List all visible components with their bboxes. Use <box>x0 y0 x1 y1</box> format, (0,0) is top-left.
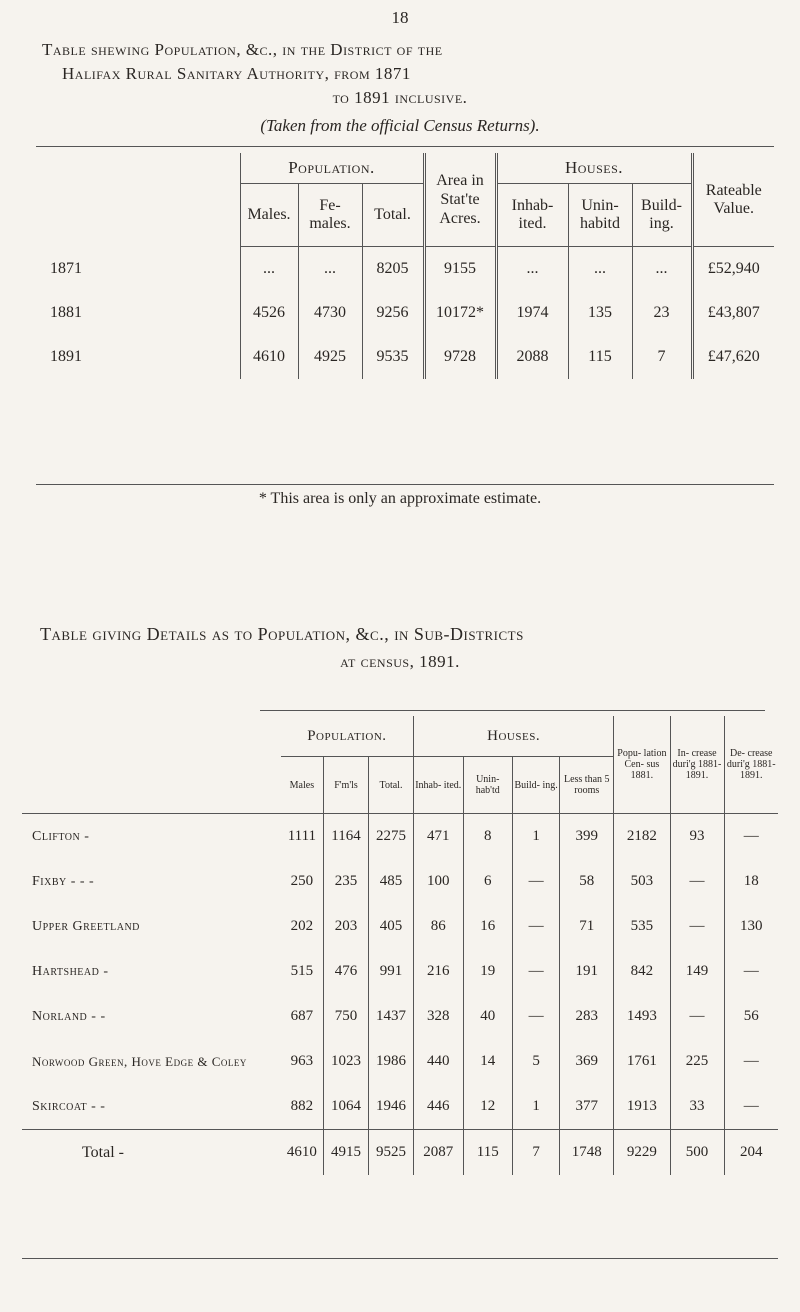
table2-cell: 1164 <box>324 814 369 860</box>
table2-cell: — <box>724 1084 778 1130</box>
table2-header-males: Males <box>281 757 324 814</box>
table2-cell: 2275 <box>369 814 414 860</box>
table1-header-rateable: Rateable Value. <box>692 153 774 247</box>
table2-header-decrease: De- crease duri'g 1881- 1891. <box>724 716 778 814</box>
table2-total-cell: 4915 <box>324 1130 369 1176</box>
table2-cell: 687 <box>290 1008 314 1024</box>
table1-year: 1871 <box>50 259 82 277</box>
table1-year: 1891 <box>50 348 82 365</box>
table2-cell: — <box>724 814 778 860</box>
table1-caption-line2: Halifax Rural Sanitary Authority, from 1871 <box>62 64 411 83</box>
table2-cell: 515 <box>290 963 314 979</box>
table2-cell: 8 <box>463 814 513 860</box>
table1-cell: 8205 <box>362 247 424 292</box>
table1-cell: ... <box>240 247 298 292</box>
table2-header-increase: In- crease duri'g 1881- 1891. <box>670 716 724 814</box>
table1-source: (Taken from the official Census Returns). <box>260 116 540 135</box>
table2-header-total: Total. <box>369 757 414 814</box>
table2-cell: 1064 <box>324 1084 369 1130</box>
table2-caption-line1: Table giving Details as to Population, &c., in Sub-Districts <box>40 624 524 644</box>
table2-cell: 1 <box>513 814 560 860</box>
table2-header-houses: Houses. <box>414 716 614 757</box>
table2-cell: 149 <box>670 949 724 994</box>
table1-cell: ... <box>632 247 692 292</box>
table2-cell: 235 <box>324 859 369 904</box>
table2-cell: 40 <box>463 994 513 1039</box>
table2-cell: 191 <box>560 949 614 994</box>
table2-cell: 485 <box>369 859 414 904</box>
table2-bottom-rule <box>22 1258 778 1259</box>
table2-cell: — <box>513 994 560 1039</box>
table2-cell: 130 <box>724 904 778 949</box>
table2-top-rule <box>260 710 765 711</box>
table1-header-females: Fe- males. <box>298 184 362 247</box>
table2-cell: 216 <box>414 949 464 994</box>
page-number: 18 <box>391 8 409 27</box>
table2-cell: — <box>513 904 560 949</box>
table2-total-cell: 9525 <box>369 1130 414 1176</box>
table1-cell: 7 <box>632 335 692 379</box>
table2-cell: 250 <box>290 873 314 889</box>
table2-row-name: Fixby - - - <box>32 873 95 889</box>
table2-cell: 405 <box>369 904 414 949</box>
table1-cell: 10172* <box>424 291 496 335</box>
table1-cell: 4730 <box>298 291 362 335</box>
table2-cell: — <box>513 949 560 994</box>
table2-header-uninhabited: Unin- hab'td <box>463 757 513 814</box>
table2-total-cell: 115 <box>463 1130 513 1176</box>
table1-cell: 115 <box>568 335 632 379</box>
table2-header-building: Build- ing. <box>513 757 560 814</box>
table2-total-cell: 4610 <box>286 1144 317 1160</box>
table2-row-name: Hartshead - <box>32 963 109 979</box>
table2-cell: 100 <box>414 859 464 904</box>
table2-cell: 6 <box>463 859 513 904</box>
table1-footnote: * This area is only an approximate estimate. <box>258 490 542 507</box>
table2-cell: — <box>670 859 724 904</box>
table1-cell: ... <box>496 247 568 292</box>
table2-cell: 225 <box>670 1039 724 1084</box>
table2-cell: 503 <box>614 859 670 904</box>
table1-cell: 9728 <box>424 335 496 379</box>
table2-header-census-1881: Popu- lation Cen- sus 1881. <box>614 716 670 814</box>
table2-total-cell: 1748 <box>560 1130 614 1176</box>
table1 <box>30 153 774 379</box>
table2-cell: 1761 <box>614 1039 670 1084</box>
table2-cell: — <box>724 1039 778 1084</box>
table1-cell: 1974 <box>496 291 568 335</box>
table2-total-label: Total - <box>82 1143 124 1161</box>
table2-total-cell: 500 <box>670 1130 724 1176</box>
table2-cell: 14 <box>463 1039 513 1084</box>
table2-cell: 1 <box>513 1084 560 1130</box>
table1-cell: 23 <box>632 291 692 335</box>
table2-cell: 18 <box>724 859 778 904</box>
table1-cell: 9535 <box>362 335 424 379</box>
table1-caption-line1: Table shewing Population, &c., in the District of the <box>42 40 443 59</box>
table2-header-inhabited: Inhab- ited. <box>414 757 464 814</box>
table1-header-blank <box>30 153 240 247</box>
table2-cell: 882 <box>281 1084 324 1130</box>
table2-cell: 283 <box>560 994 614 1039</box>
table1-cell: 9155 <box>424 247 496 292</box>
table2-cell: 842 <box>614 949 670 994</box>
table2-total-cell: 2087 <box>414 1130 464 1176</box>
table1-header-population: Population. <box>240 153 424 184</box>
table2-total-cell: 204 <box>724 1130 778 1176</box>
table1-cell: £52,940 <box>692 247 774 292</box>
table2-row-name: Norwood Green, Hove Edge & Coley <box>32 1054 247 1069</box>
table2-cell: — <box>670 994 724 1039</box>
table1-header-building: Build- ing. <box>632 184 692 247</box>
table1-cell: 4610 <box>240 335 298 379</box>
table2-cell: 58 <box>560 859 614 904</box>
table2-row-name: Skircoat - - <box>22 1084 281 1130</box>
table2-header-blank <box>22 716 281 814</box>
table1-cell: 9256 <box>362 291 424 335</box>
table2-total-cell: 7 <box>513 1130 560 1176</box>
table2-cell: — <box>670 904 724 949</box>
table1-cell: ... <box>568 247 632 292</box>
table1-cell: £43,807 <box>692 291 774 335</box>
table1-cell: 4526 <box>240 291 298 335</box>
table1-cell: ... <box>298 247 362 292</box>
table2-cell: 1913 <box>614 1084 670 1130</box>
table2-cell: 377 <box>560 1084 614 1130</box>
table1-cell: 2088 <box>496 335 568 379</box>
table2-cell: 328 <box>414 994 464 1039</box>
table2-cell: 440 <box>414 1039 464 1084</box>
table2-header-females: F'm'ls <box>324 757 369 814</box>
table1-header-inhabited: Inhab- ited. <box>496 184 568 247</box>
table2-cell: — <box>724 949 778 994</box>
table2-cell: 12 <box>463 1084 513 1130</box>
table1-caption-line3: to 1891 inclusive. <box>332 88 468 107</box>
table1-cell: 4925 <box>298 335 362 379</box>
table2-cell: 56 <box>724 994 778 1039</box>
table2-cell: 963 <box>290 1053 314 1069</box>
table2-cell: 476 <box>324 949 369 994</box>
table1-top-rule <box>36 146 774 147</box>
table2-caption-line2: at census, 1891. <box>340 652 460 671</box>
table1-header-uninhabited: Unin- habitd <box>568 184 632 247</box>
table2-cell: 16 <box>463 904 513 949</box>
table2-cell: 33 <box>670 1084 724 1130</box>
table2-cell: 1946 <box>369 1084 414 1130</box>
table2-cell: 1986 <box>369 1039 414 1084</box>
table1-header-males: Males. <box>240 184 298 247</box>
table2-cell: 71 <box>560 904 614 949</box>
table2-cell: 446 <box>414 1084 464 1130</box>
table2-cell: 202 <box>290 918 314 934</box>
table2-row-name: Norland - - <box>32 1008 106 1024</box>
table2-cell: 1437 <box>369 994 414 1039</box>
table2-cell: — <box>513 859 560 904</box>
table2-row-name: Clifton - <box>32 828 90 844</box>
table2-cell: 2182 <box>614 814 670 860</box>
table2-cell: 399 <box>560 814 614 860</box>
table1-header-total: Total. <box>362 184 424 247</box>
table2-cell: 1111 <box>287 828 317 844</box>
table2-cell: 5 <box>513 1039 560 1084</box>
table2-cell: 86 <box>414 904 464 949</box>
table2-cell: 535 <box>614 904 670 949</box>
table2-cell: 1493 <box>614 994 670 1039</box>
table1-header-area: Area in Stat'te Acres. <box>424 153 496 247</box>
table2-cell: 93 <box>670 814 724 860</box>
table2 <box>22 716 778 1175</box>
table1-header-houses: Houses. <box>496 153 692 184</box>
table2-cell: 991 <box>369 949 414 994</box>
table2-cell: 369 <box>560 1039 614 1084</box>
table2-cell: 750 <box>324 994 369 1039</box>
table1-cell: £47,620 <box>692 335 774 379</box>
table2-cell: 1023 <box>324 1039 369 1084</box>
table2-cell: 471 <box>414 814 464 860</box>
table2-total-cell: 9229 <box>614 1130 670 1176</box>
table2-header-less-than-5: Less than 5 rooms <box>560 757 614 814</box>
table1-cell: 135 <box>568 291 632 335</box>
table1-bottom-rule <box>36 484 774 485</box>
table2-cell: 19 <box>463 949 513 994</box>
table2-row-name: Upper Greetland <box>32 918 140 934</box>
table2-header-population: Population. <box>307 727 387 744</box>
table1-year: 1881 <box>50 304 82 321</box>
table2-cell: 203 <box>324 904 369 949</box>
